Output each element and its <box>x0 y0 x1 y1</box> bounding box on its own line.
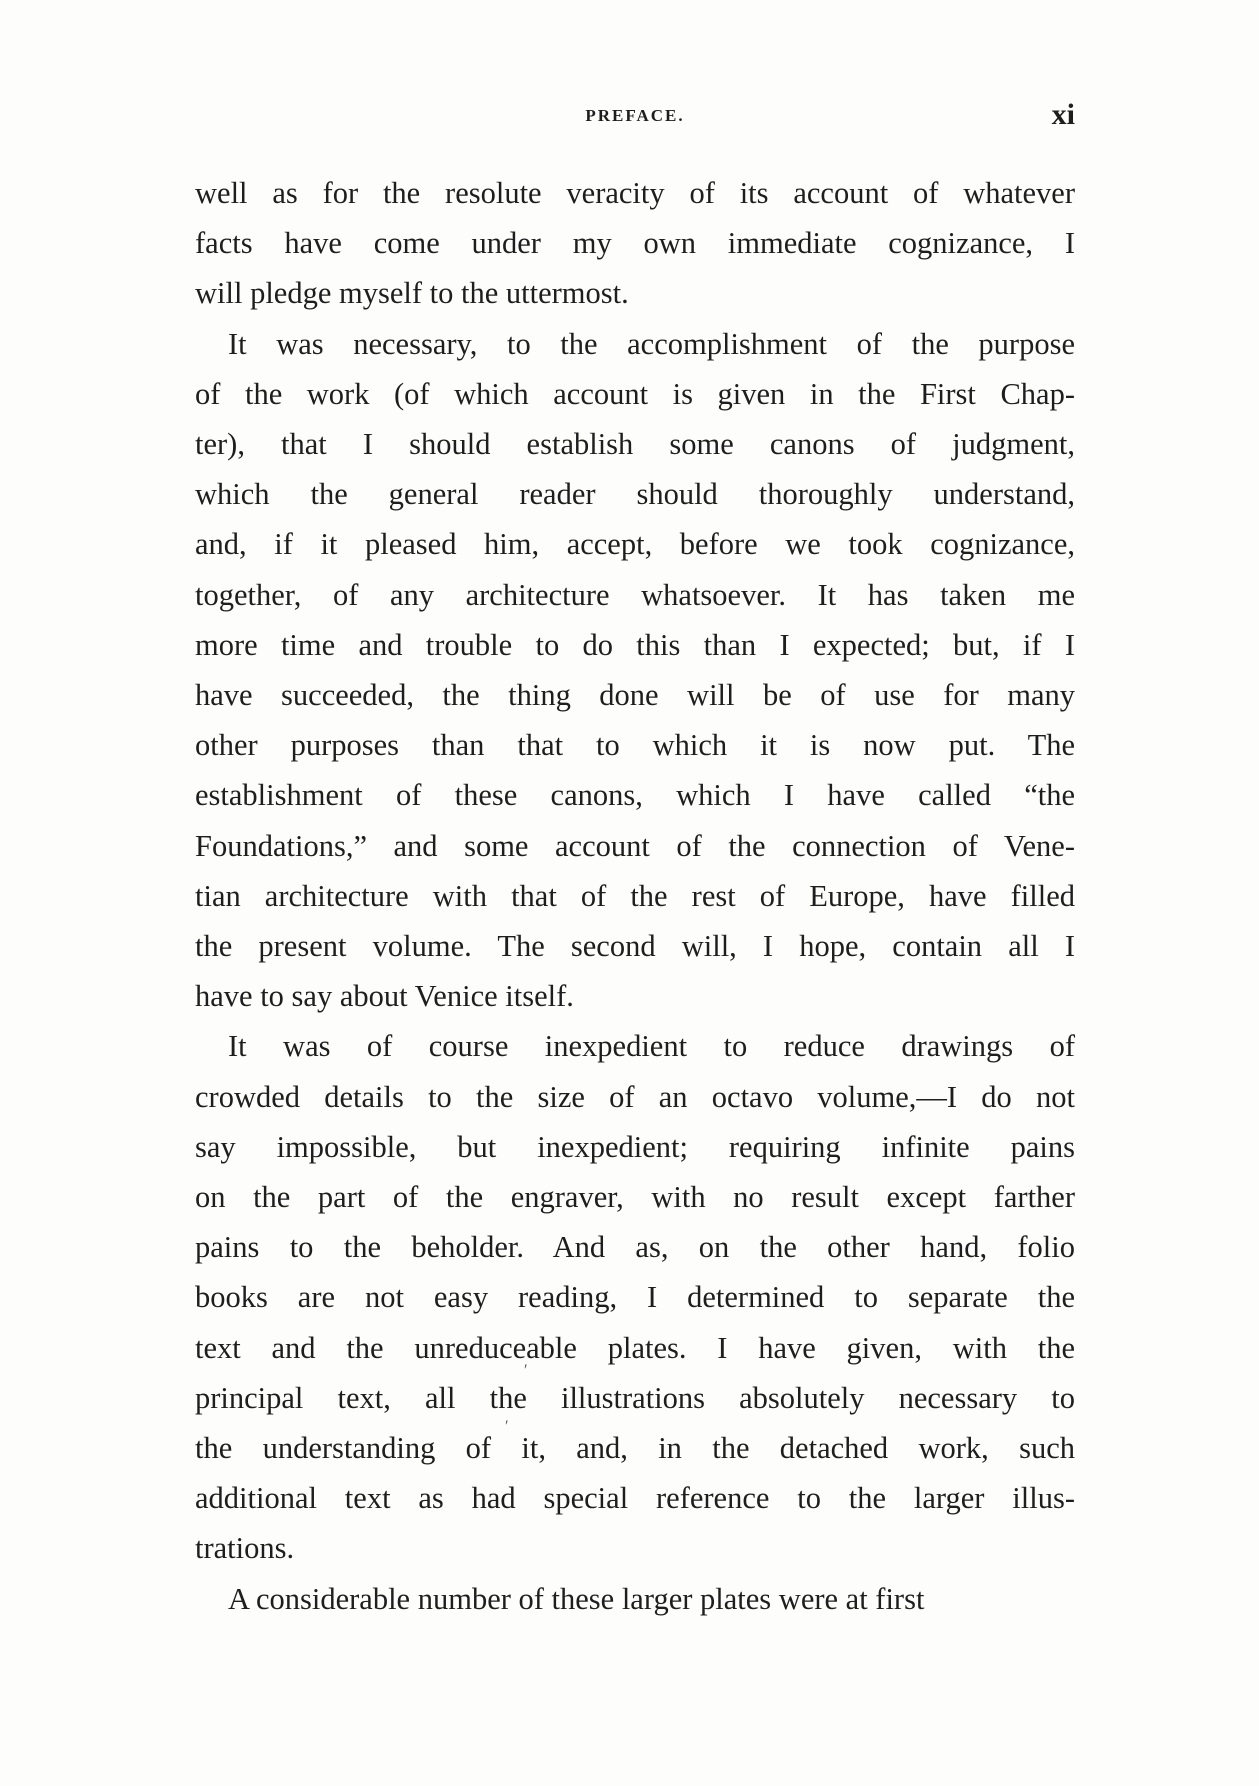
text-line: books are not easy reading, I determined to separate the <box>195 1280 1075 1315</box>
paragraph <box>195 319 1075 1022</box>
text-line: have succeeded, the thing done will be of use for many <box>195 678 1075 713</box>
text-line: which the general reader should thoroughly understand, <box>195 477 1075 512</box>
paragraph <box>195 168 1075 319</box>
text-line: facts have come under my own immediate cognizance, I <box>195 226 1075 261</box>
ink-speck: ′ <box>505 1418 509 1435</box>
text-line: crowded details to the size of an octavo volume,—I do not <box>195 1079 1075 1114</box>
text-line: establishment of these canons, which I have called “the <box>195 778 1075 813</box>
text-line: Foundations,” and some account of the connection of Vene- <box>195 828 1075 863</box>
text-line: principal text, all the illustrations absolutely necessary to <box>195 1380 1075 1415</box>
text-line: the present volume. The second will, I hope, contain all I <box>195 929 1075 964</box>
text-line: say impossible, but inexpedient; requiring infinite pains <box>195 1129 1075 1164</box>
text-line: trations. <box>195 1531 295 1566</box>
text-line: additional text as had special reference to the larger illus- <box>195 1481 1075 1516</box>
text-line: more time and trouble to do this than I expected; but, if I <box>195 627 1075 662</box>
text-line: It was of course inexpedient to reduce drawings of <box>228 1029 1075 1064</box>
text-line: It was necessary, to the accomplishment of the purpose <box>228 326 1075 361</box>
running-title: PREFACE. <box>585 106 685 125</box>
text-line: A considerable number of these larger plates were at first <box>228 1581 925 1616</box>
running-head <box>195 98 1075 138</box>
paragraph <box>195 1021 1075 1573</box>
text-line: will pledge myself to the uttermost. <box>195 276 629 311</box>
text-line: pains to the beholder. And as, on the other hand, folio <box>195 1230 1075 1265</box>
text-line: on the part of the engraver, with no result except farther <box>195 1180 1075 1215</box>
page-number: xi <box>1051 98 1075 131</box>
ink-speck: ′ <box>524 1362 528 1379</box>
text-line: ter), that I should establish some canons of judgment, <box>195 427 1075 462</box>
text-line: text and the unreduceable plates. I have given, with the <box>195 1330 1075 1365</box>
text-line: tian architecture with that of the rest of Europe, have filled <box>195 878 1075 913</box>
text-line: together, of any architecture whatsoever. It has taken me <box>195 577 1075 612</box>
text-line: and, if it pleased him, accept, before we took cognizance, <box>195 527 1075 562</box>
text-line: have to say about Venice itself. <box>195 979 574 1014</box>
text-body <box>195 168 1075 1624</box>
text-line: of the work (of which account is given in the First Chap- <box>195 376 1075 411</box>
text-line: well as for the resolute veracity of its account of whatever <box>195 176 1075 210</box>
paragraph <box>195 1574 1075 1624</box>
text-line: other purposes than that to which it is now put. The <box>195 728 1075 763</box>
text-line: the understanding of it, and, in the detached work, such <box>195 1431 1075 1466</box>
